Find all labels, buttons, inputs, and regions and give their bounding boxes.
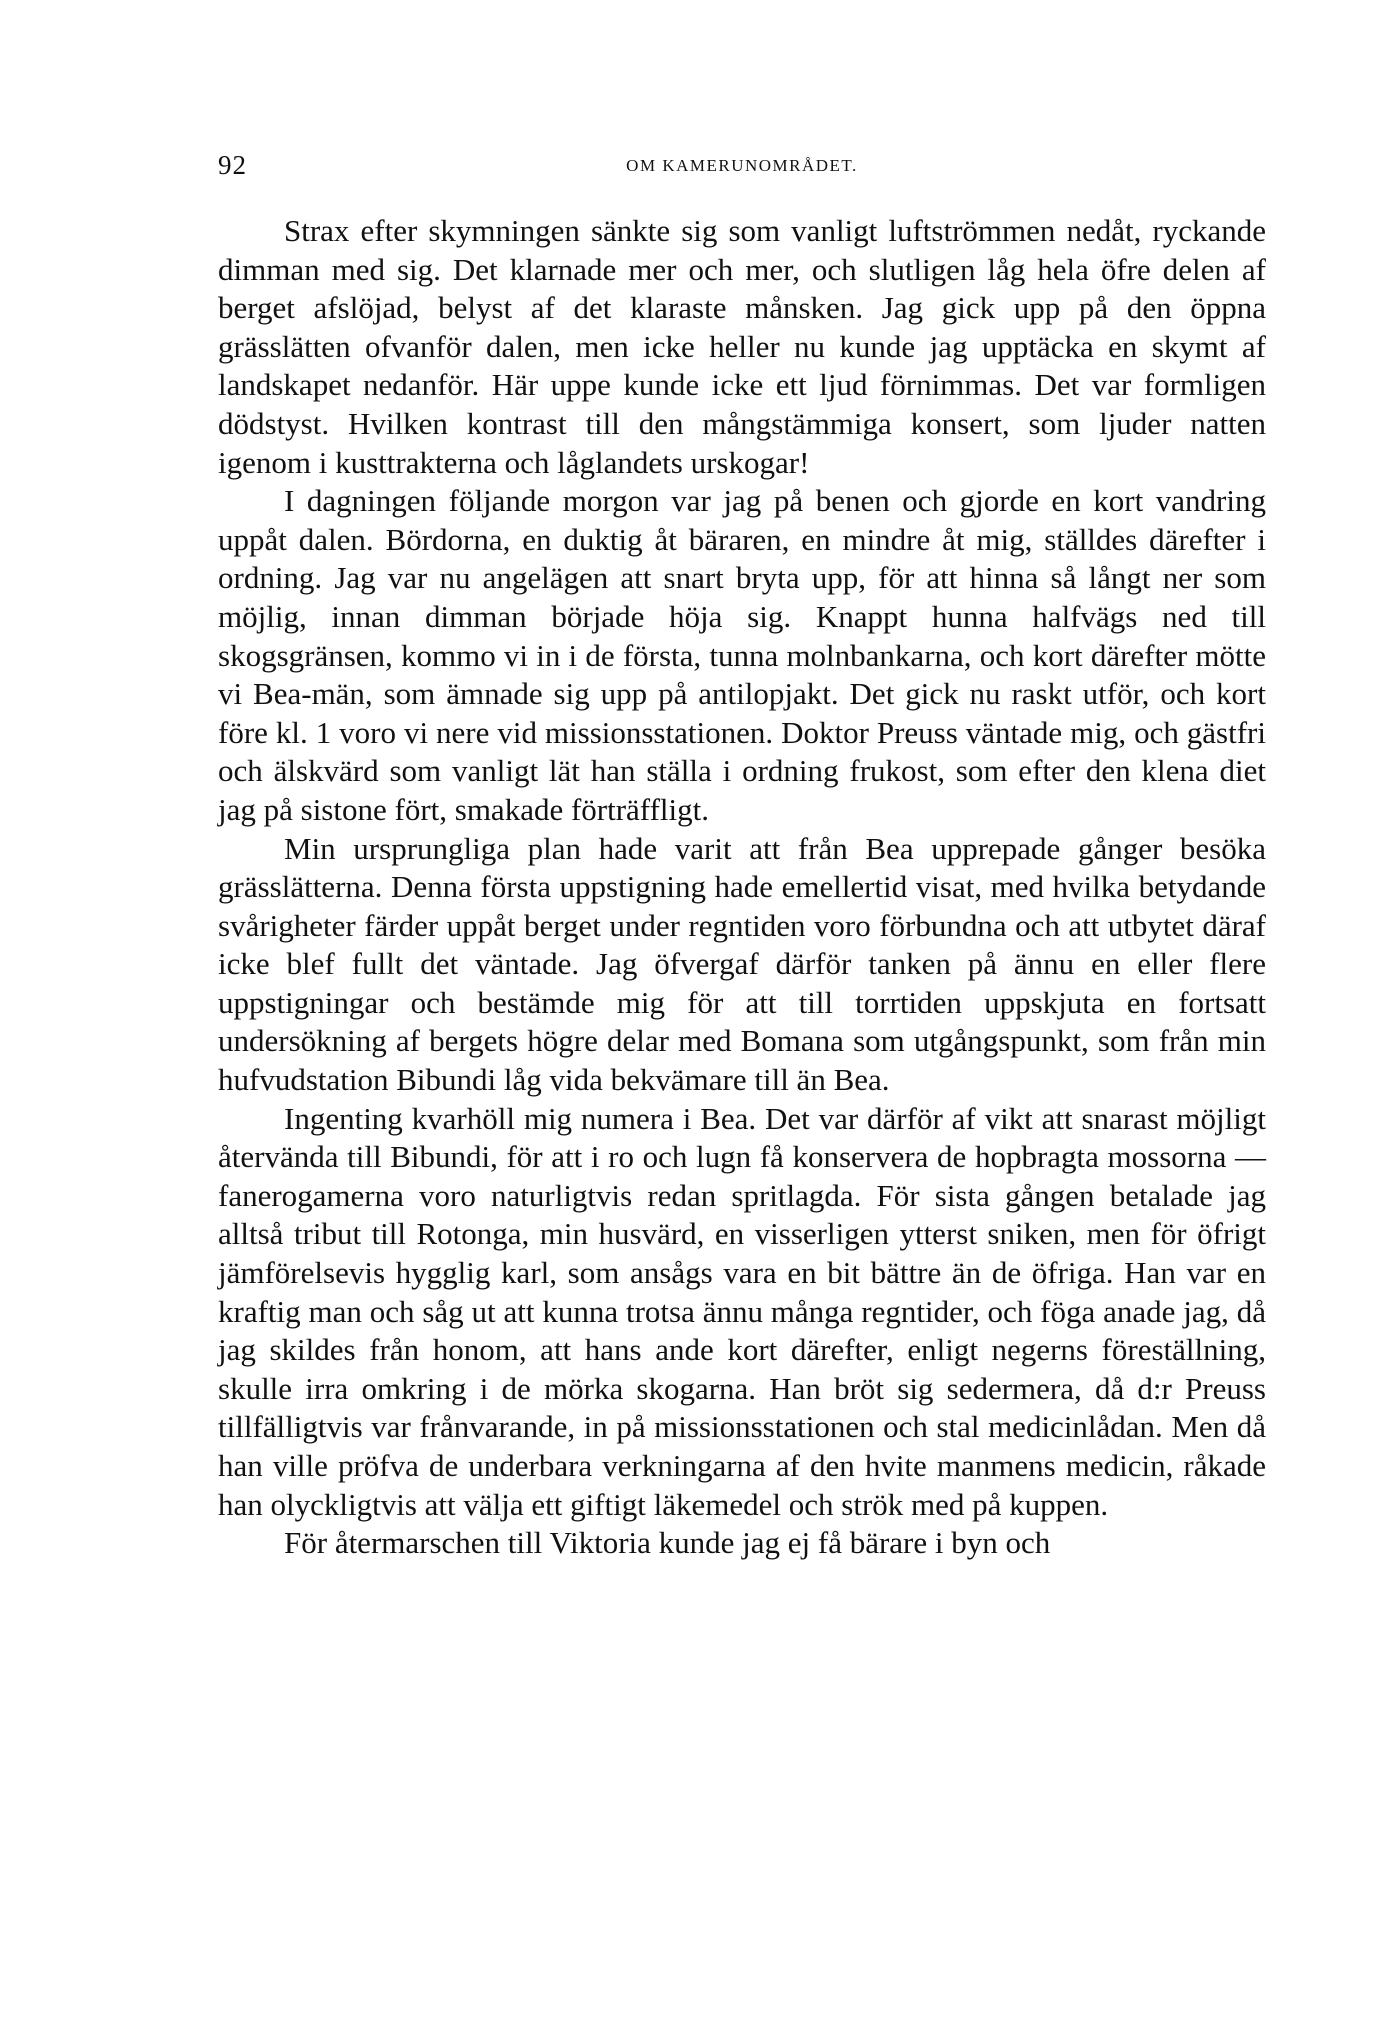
page-header xyxy=(218,150,1266,190)
book-page xyxy=(218,150,1266,1563)
page-number: 92 xyxy=(218,150,247,180)
paragraph: I dagningen följande morgon var jag på benen och gjorde en kort vandring uppåt dalen. Bördorna, en duktig åt bäraren, en mindre åt mig, ställdes därefter i ordning. Jag var nu angelägen att snart bryta upp, för att hinna så långt ner som möjlig, innan dimman började höja sig. Knappt hunna halfvägs ned till skogsgränsen, kommo vi in i de första, tunna molnbankarna, och kort därefter mötte vi Bea-män, som ämnade sig upp på antilopjakt. Det gick nu raskt utför, och kort före kl. 1 voro vi nere vid missionsstationen. Doktor Preuss väntade mig, och gästfri och älskvärd som vanligt lät han ställa i ordning frukost, som efter den klena diet jag på sistone fört, smakade förträffligt. xyxy=(218,483,1266,827)
paragraph: För återmarschen till Viktoria kunde jag ej få bärare i byn och xyxy=(284,1525,1051,1561)
running-head: OM KAMERUNOMRÅDET. xyxy=(626,156,858,175)
paragraph: Min ursprungliga plan hade varit att från Bea upprepade gånger besöka grässlätterna. Denna första uppstigning hade emellertid visat, med hvilka betydande svårigheter färder uppåt berget under regntiden voro förbundna och att utbytet däraf icke blef fullt det väntade. Jag öfvergaf därför tanken på ännu en eller flere uppstigningar och bestämde mig för att till torrtiden uppskjuta en fortsatt undersökning af bergets högre delar med Bomana som utgångspunkt, som från min hufvudstation Bibundi låg vida bekvämare till än Bea. xyxy=(218,830,1266,1098)
body-text xyxy=(218,212,1266,1563)
paragraph: Strax efter skymningen sänkte sig som vanligt luftströmmen nedåt, ryckande dimman med sig. Det klarnade mer och mer, och slutligen låg hela öfre delen af berget afslöjad, belyst af det klaraste månsken. Jag gick upp på den öppna grässlätten ofvanför dalen, men icke heller nu kunde jag upptäcka en skymt af landskapet nedanför. Här uppe kunde icke ett ljud förnimmas. Det var formligen dödstyst. Hvilken kontrast till den mångstämmiga konsert, som ljuder natten igenom i kusttrakterna och låglandets urskogar! xyxy=(218,213,1266,480)
paragraph: Ingenting kvarhöll mig numera i Bea. Det var därför af vikt att snarast möjligt återvända till Bibundi, för att i ro och lugn få konservera de hopbragta mossorna — fanerogamerna voro naturligtvis redan spritlagda. För sista gången betalade jag alltså tribut till Rotonga, min husvärd, en visserligen ytterst sniken, men för öfrigt jämförelsevis hygglig karl, som ansågs vara en bit bättre än de öfriga. Han var en kraftig man och såg ut att kunna trotsa ännu många regntider, och föga anade jag, då jag skildes från honom, att hans ande kort därefter, enligt negerns föreställning, skulle irra omkring i de mörka skogarna. Han bröt sig sedermera, då d:r Preuss tillfälligtvis var frånvarande, in på missionsstationen och stal medicinlådan. Men då han ville pröfva de underbara verkningarna af den hvite manmens medicin, råkade han olyckligtvis att välja ett giftigt läkemedel och strök med på kuppen. xyxy=(218,1100,1266,1522)
